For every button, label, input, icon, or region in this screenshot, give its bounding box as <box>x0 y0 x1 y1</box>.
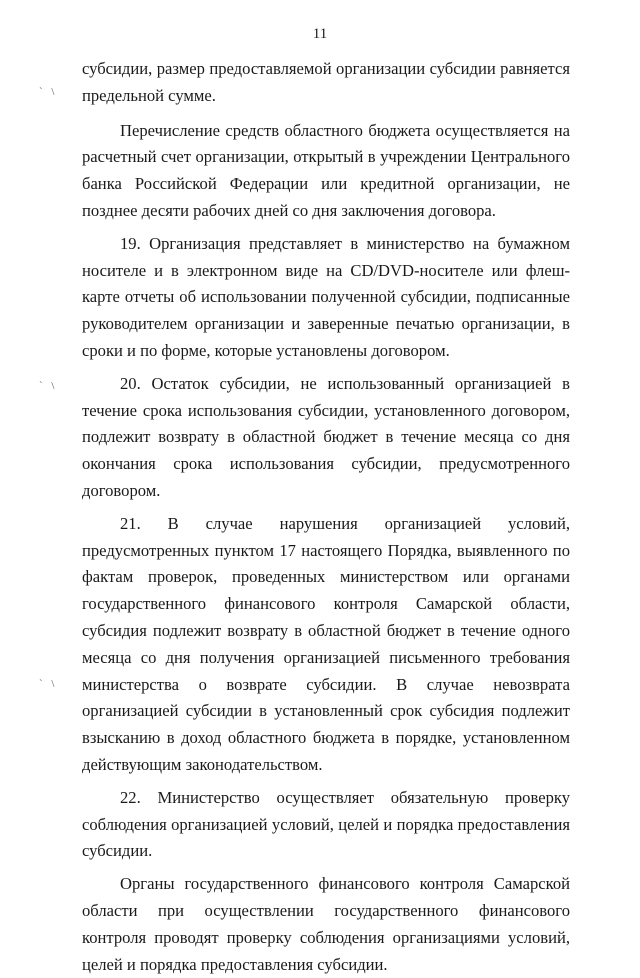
paragraph-control-bodies: Органы государственного финансового контроля Самарской области при осуществлении государственного финансового контроля проводят проверку соблюдения организациями условий, целей и порядка предоставления субсидии. <box>82 874 570 974</box>
page-number: 11 <box>312 26 328 42</box>
margin-mark: ` \ <box>39 380 58 392</box>
document-body <box>82 56 570 978</box>
paragraph-19: 19. Организация представляет в министерство на бумажном носителе и в электронном виде на CD/DVD-носителе или флеш-карте отчеты об использовании полученной субсидии, подписанные руководителем организации и заверенные печатью организации, в сроки и по форме, которые установлены договором. <box>82 233 570 360</box>
paragraph-continuation: субсидии, размер предоставляемой организации субсидии равняется предельной сумме. <box>82 59 570 105</box>
margin-mark: ` \ <box>39 86 58 98</box>
paragraph-20: 20. Остаток субсидии, не использованный организацией в течение срока использования субсидии, установленного договором, подлежит возврату в областной бюджет в течение месяца со дня окончания срока использования субсидии, предусмотренного договором. <box>82 373 570 500</box>
margin-mark: ` \ <box>39 678 58 690</box>
paragraph-transfer: Перечисление средств областного бюджета осуществляется на расчетный счет организации, открытый в учреждении Центрального банка Российской Федерации или кредитной организации, не позднее десяти рабочих дней со дня заключения договора. <box>82 120 570 220</box>
paragraph-21: 21. В случае нарушения организацией условий, предусмотренных пунктом 17 настоящего Порядка, выявленного по фактам проверок, проведенных министерством или органами государственного финансового контроля Самарской области, субсидия подлежит возврату в областной бюджет в течение одного месяца со дня получения организацией письменного требования министерства о возврате субсидии. В случае невозврата организацией субсидии в установленный срок субсидия подлежит взысканию в доход областного бюджета в порядке, установленном действующим законодательством. <box>82 513 570 774</box>
paragraph-22: 22. Министерство осуществляет обязательную проверку соблюдения организацией условий, целей и порядка предоставления субсидии. <box>82 787 570 861</box>
